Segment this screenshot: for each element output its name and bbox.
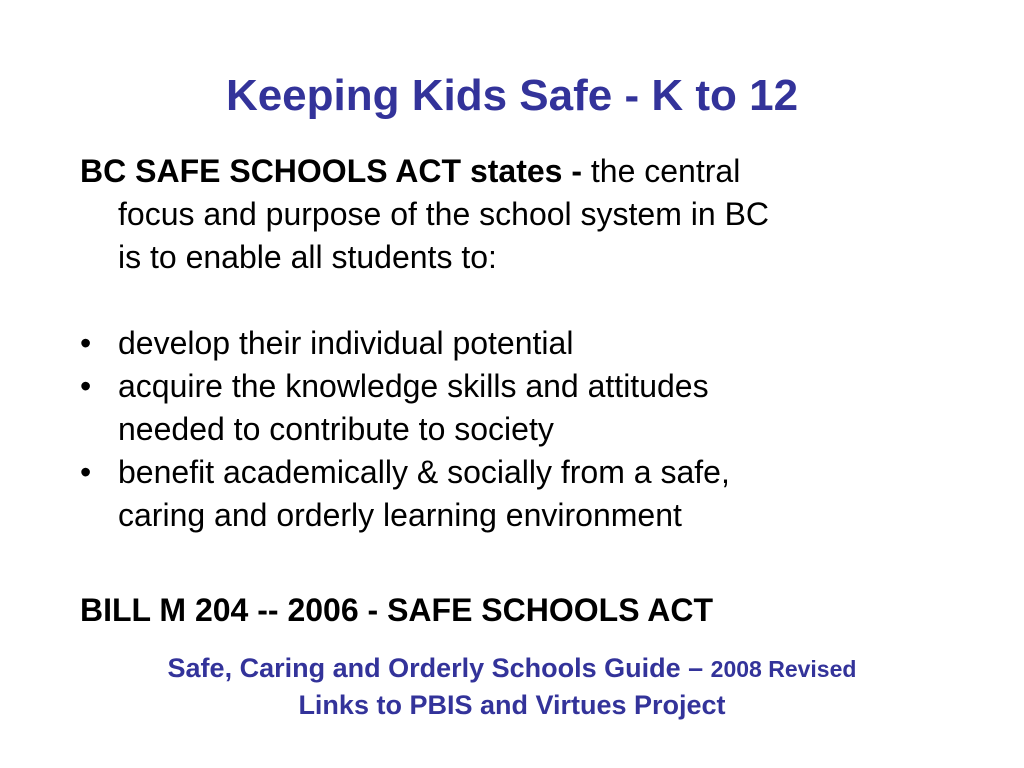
intro-paragraph [80, 150, 960, 279]
guide-link-block [0, 650, 1024, 723]
bullet-icon: • [80, 368, 92, 404]
intro-text-1: the central [581, 153, 741, 189]
bullet-text-line: needed to contribute to society [118, 411, 554, 447]
guide-line-2: Links to PBIS and Virtues Project [298, 690, 726, 720]
bullet-list [80, 322, 960, 537]
bullet-text-line: develop their individual potential [118, 325, 574, 361]
bullet-text-line: caring and orderly learning environment [118, 497, 682, 533]
list-item [80, 365, 960, 451]
intro-text-3: is to enable all students to: [118, 239, 497, 275]
list-item [80, 322, 960, 365]
bill-heading: BILL M 204 -- 2006 - SAFE SCHOOLS ACT [80, 592, 713, 628]
bullet-text-line: acquire the knowledge skills and attitudes [118, 368, 709, 404]
guide-line-1 [0, 650, 1024, 687]
guide-revision: 2008 Revised [710, 656, 857, 682]
bullet-icon: • [80, 325, 92, 361]
intro-lead: BC SAFE SCHOOLS ACT states - [80, 153, 582, 189]
guide-title: Safe, Caring and Orderly Schools Guide – [167, 653, 711, 683]
list-item [80, 451, 960, 537]
intro-line-1 [80, 150, 960, 193]
slide-title: Keeping Kids Safe - K to 12 [225, 71, 799, 120]
bullet-icon: • [80, 454, 92, 490]
intro-text-2: focus and purpose of the school system in BC [118, 196, 770, 232]
bullet-text-line: benefit academically & socially from a safe, [118, 454, 730, 490]
